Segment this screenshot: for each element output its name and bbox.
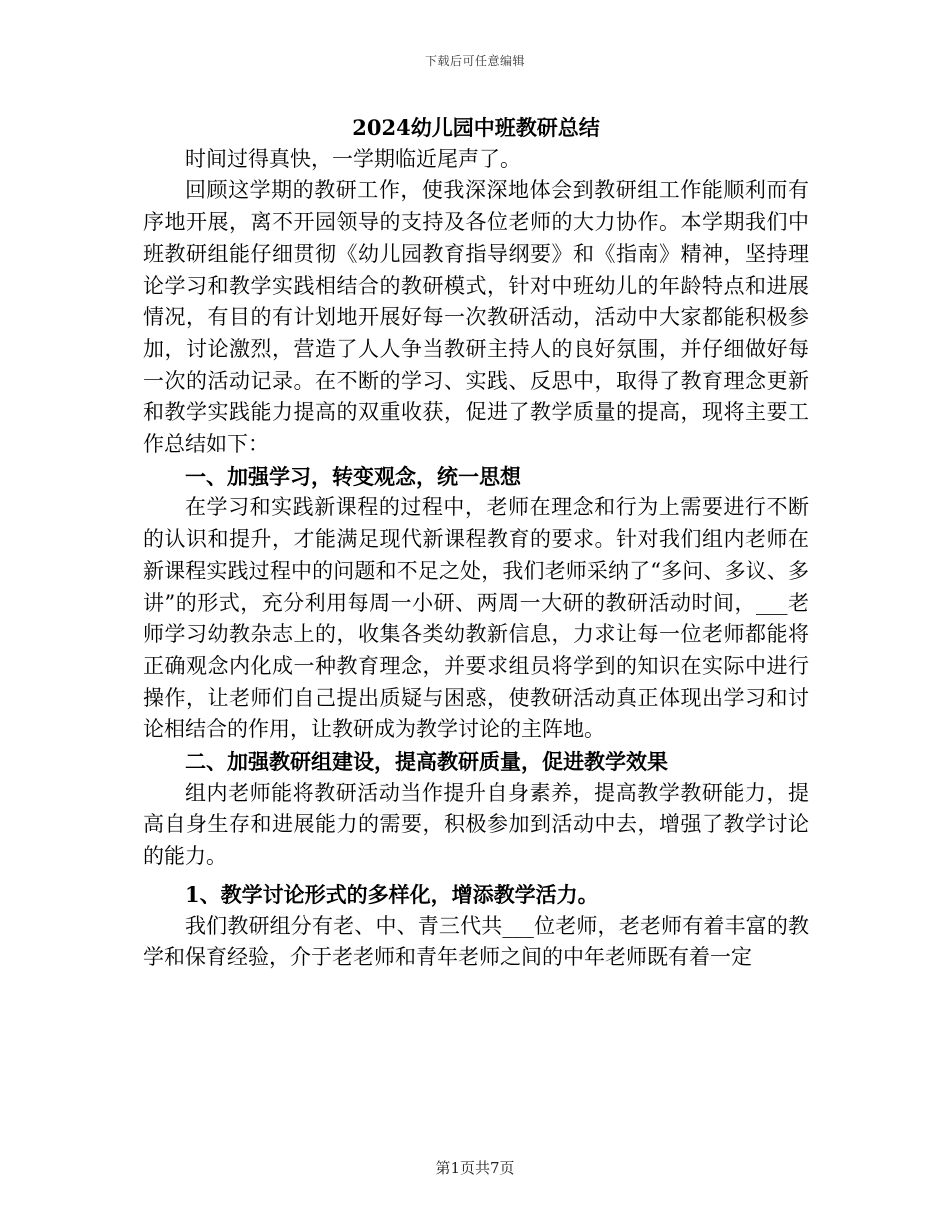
paragraph-subsection-1: 我们教研组分有老、中、青三代共___位老师，老老师有着丰富的教学和保育经验，介于老老师和青年老师之间的中年老师既有着一定 [143, 913, 809, 970]
subsection-heading-1: 1、教学讨论形式的多样化，增添教学活力。 [185, 881, 599, 907]
paragraph-section-2: 组内老师能将教研活动当作提升自身素养，提高教学教研能力，提高自身生存和进展能力的需要，积极参加到活动中去，增强了教学讨论的能力。 [143, 780, 809, 869]
document-body [143, 112, 809, 974]
paragraph-section-1: 在学习和实践新课程的过程中，老师在理念和行为上需要进行不断的认识和提升，才能满足现代新课程教育的要求。针对我们组内老师在新课程实践过程中的问题和不足之处，我们老师采纳了“多问、多议、多讲”的形式，充分利用每周一小研、两周一大研的教研活动时间，___老师学习幼教杂志上的，收集各类幼教新信息，力求让每一位老师都能将正确观念内化成一种教育理念，并要求组员将学到的知识在实际中进行操作，让老师们自己提出质疑与困惑，使教研活动真正体现出学习和讨论相结合的作用，让教研成为教学讨论的主阵地。 [143, 495, 809, 742]
paragraph-review: 回顾这学期的教研工作，使我深深地体会到教研组工作能顺利而有序地开展，离不开园领导的支持及各位老师的大力协作。本学期我们中班教研组能仔细贯彻《幼儿园教育指导纲要》和《指南》精神，坚持理论学习和教学实践相结合的教研模式，针对中班幼儿的年龄特点和进展情况，有目的有计划地开展好每一次教研活动，活动中大家都能积极参加，讨论激烈，营造了人人争当教研主持人的良好氛围，并仔细做好每一次的活动记录。在不断的学习、实践、反思中，取得了教育理念更新和教学实践能力提高的双重收获，促进了教学质量的提高，现将主要工作总结如下： [143, 178, 809, 457]
page-footer-number: 第1页共7页 [435, 1159, 515, 1177]
document-title: 2024幼儿园中班教研总结 [352, 115, 600, 140]
page-header-note: 下载后可任意编辑 [424, 54, 525, 68]
paragraph-intro: 时间过得真快，一学期临近尾声了。 [185, 146, 521, 171]
section-heading-1: 一、加强学习，转变观念，统一思想 [185, 463, 521, 489]
section-heading-2: 二、加强教研组建设，提高教研质量，促进教学效果 [185, 749, 668, 775]
